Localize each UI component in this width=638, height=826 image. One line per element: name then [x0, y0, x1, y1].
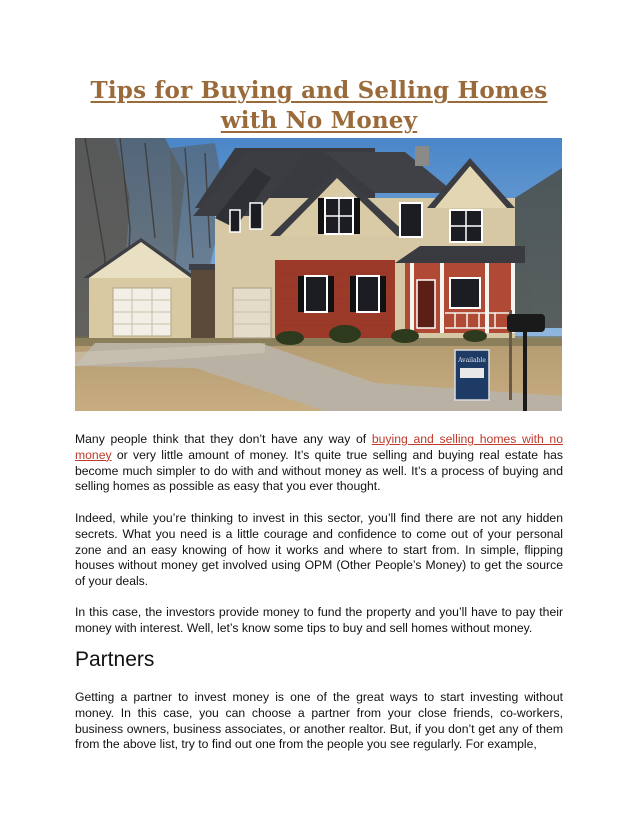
- intro-paragraph: [75, 432, 563, 495]
- paragraph-opm: Indeed, while you’re thinking to invest in this sector, you’ll find there are not any hidden secrets. What you need is a little courage and confidence to come out of your personal zone and an easy knowing of how it works and where to start from. In simple, flipping houses without money get involved using OPM (Other People’s Money) to get the source of your deals.: [75, 511, 563, 589]
- paragraph-investors: In this case, the investors provide money to fund the property and you’ll have to pay their money with interest. Well, let’s know some tips to buy and sell homes without money.: [75, 605, 563, 635]
- title-line-2: with No Money: [220, 107, 418, 134]
- section-heading-partners: Partners: [75, 648, 155, 671]
- sign-text: Available: [458, 357, 486, 364]
- house-photo: [75, 138, 562, 411]
- buying-selling-link[interactable]: buying and selling homes with no money: [75, 432, 563, 462]
- intro-text-start: Many people think that they don’t have any way of: [75, 432, 372, 446]
- paragraph-partners: Getting a partner to invest money is one of the great ways to start investing without money. In this case, you can choose a partner from your close friends, co-workers, business owners, business associates, or another realtor. But, if you don’t get any of them from the above list, try to find out one from the people you see regularly. For example,: [75, 690, 563, 752]
- intro-text-end: or very little amount of money. It’s quite true selling and buying real estate has become much simpler to do with and without money as well. It’s a process of buying and selling homes as possible as easy that you ever thought.: [75, 447, 563, 494]
- document-title: [60, 76, 578, 136]
- title-line-1: Tips for Buying and Selling Homes: [90, 77, 548, 104]
